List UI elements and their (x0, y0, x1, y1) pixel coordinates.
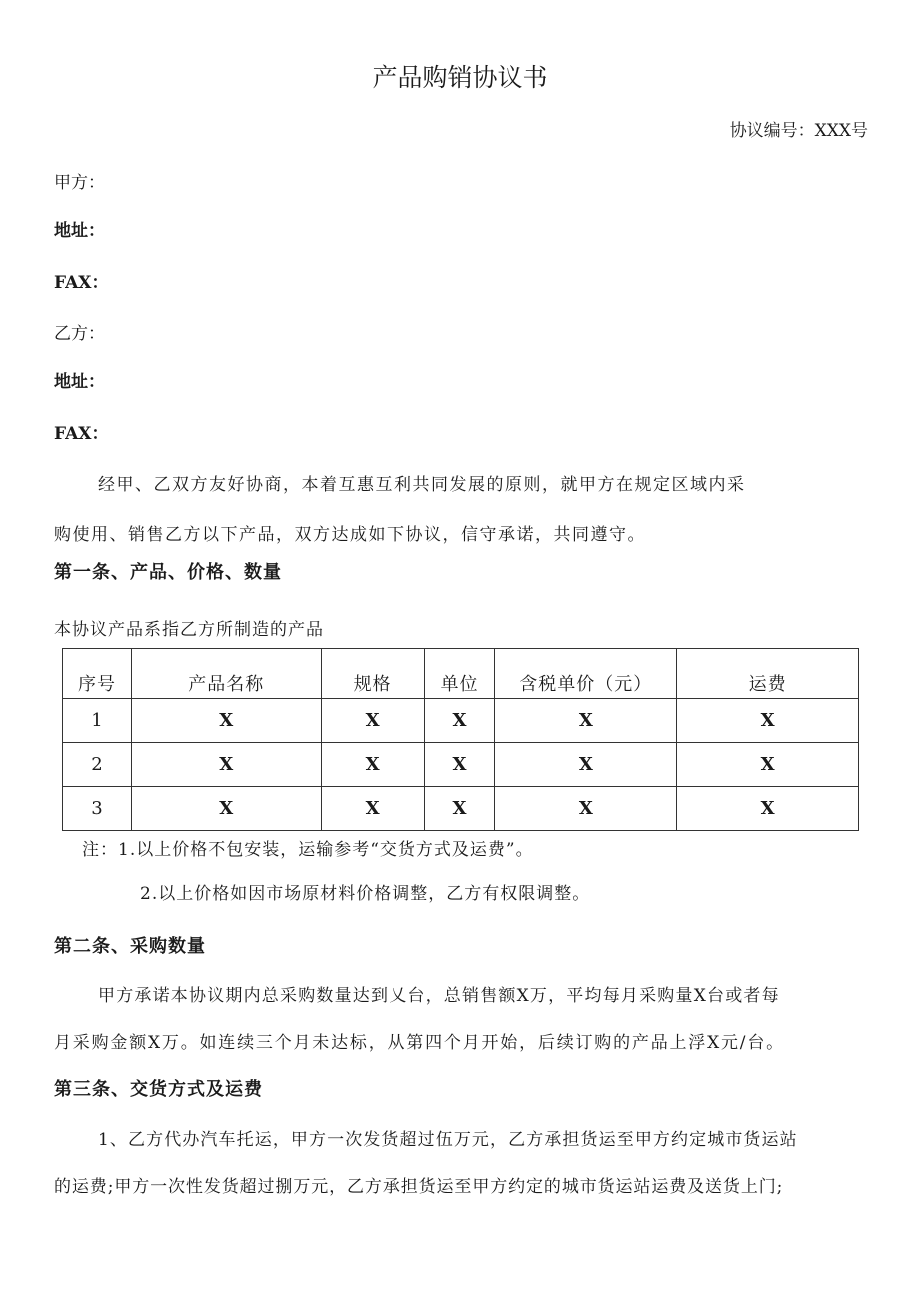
cell-freight: X (677, 787, 859, 831)
cell-serial: 3 (63, 787, 132, 831)
cell-serial: 2 (63, 743, 132, 787)
note-1: 注：1.以上价格不包安装，运输参考“交货方式及运费”。 (82, 840, 534, 860)
article-3-line-2: 的运费;甲方一次性发货超过捌万元，乙方承担货运至甲方约定的城市货运站运费及送货上门; (54, 1177, 784, 1197)
article-2-line-1: 甲方承诺本协议期内总采购数量达到乂台，总销售额X万，平均每月采购量X台或者每 (98, 986, 780, 1006)
party-a-address: 地址： (54, 221, 105, 241)
article-2-line-2: 月采购金额X万。如连续三个月未达标，从第四个月开始，后续订购的产品上浮X元/台。 (54, 1033, 785, 1053)
article-1-description: 本协议产品系指乙方所制造的产品 (54, 620, 324, 640)
party-a-fax: FAX： (54, 273, 109, 293)
cell-unit-price: X (495, 787, 677, 831)
intro-line-2: 购使用、销售乙方以下产品，双方达成如下协议，信守承诺，共同遵守。 (54, 525, 646, 545)
document-title: 产品购销协议书 (372, 63, 548, 92)
cell-product-name: X (131, 743, 321, 787)
article-3-heading: 第三条、交货方式及运费 (54, 1079, 263, 1100)
party-a-label: 甲方： (54, 173, 105, 193)
cell-product-name: X (131, 787, 321, 831)
cell-unit: X (424, 699, 495, 743)
header-unit-price: 含税单价（元） (495, 649, 677, 699)
cell-spec: X (321, 787, 424, 831)
article-1-heading: 第一条、产品、价格、数量 (54, 562, 282, 583)
header-freight: 运费 (677, 649, 859, 699)
cell-unit: X (424, 743, 495, 787)
article-2-heading: 第二条、采购数量 (54, 936, 206, 957)
party-b-address: 地址： (54, 372, 105, 392)
cell-freight: X (677, 743, 859, 787)
product-table (62, 648, 859, 831)
header-serial: 序号 (63, 649, 132, 699)
intro-line-1: 经甲、乙双方友好协商，本着互惠互利共同发展的原则，就甲方在规定区域内采 (98, 475, 746, 495)
agreement-number: 协议编号：XXX号 (729, 121, 868, 141)
header-product-name: 产品名称 (131, 649, 321, 699)
cell-unit-price: X (495, 743, 677, 787)
cell-serial: 1 (63, 699, 132, 743)
note-2: 2.以上价格如因市场原材料价格调整，乙方有权限调整。 (140, 884, 591, 904)
cell-product-name: X (131, 699, 321, 743)
cell-unit-price: X (495, 699, 677, 743)
header-spec: 规格 (321, 649, 424, 699)
article-3-line-1: 1、乙方代办汽车托运，甲方一次发货超过伍万元，乙方承担货运至甲方约定城市货运站 (98, 1130, 798, 1150)
header-unit: 单位 (424, 649, 495, 699)
table-row (63, 787, 859, 831)
cell-unit: X (424, 787, 495, 831)
cell-spec: X (321, 699, 424, 743)
cell-spec: X (321, 743, 424, 787)
table-header-row (63, 649, 859, 699)
table-row (63, 743, 859, 787)
party-b-label: 乙方： (54, 324, 105, 344)
cell-freight: X (677, 699, 859, 743)
table-row (63, 699, 859, 743)
party-b-fax: FAX： (54, 424, 109, 444)
